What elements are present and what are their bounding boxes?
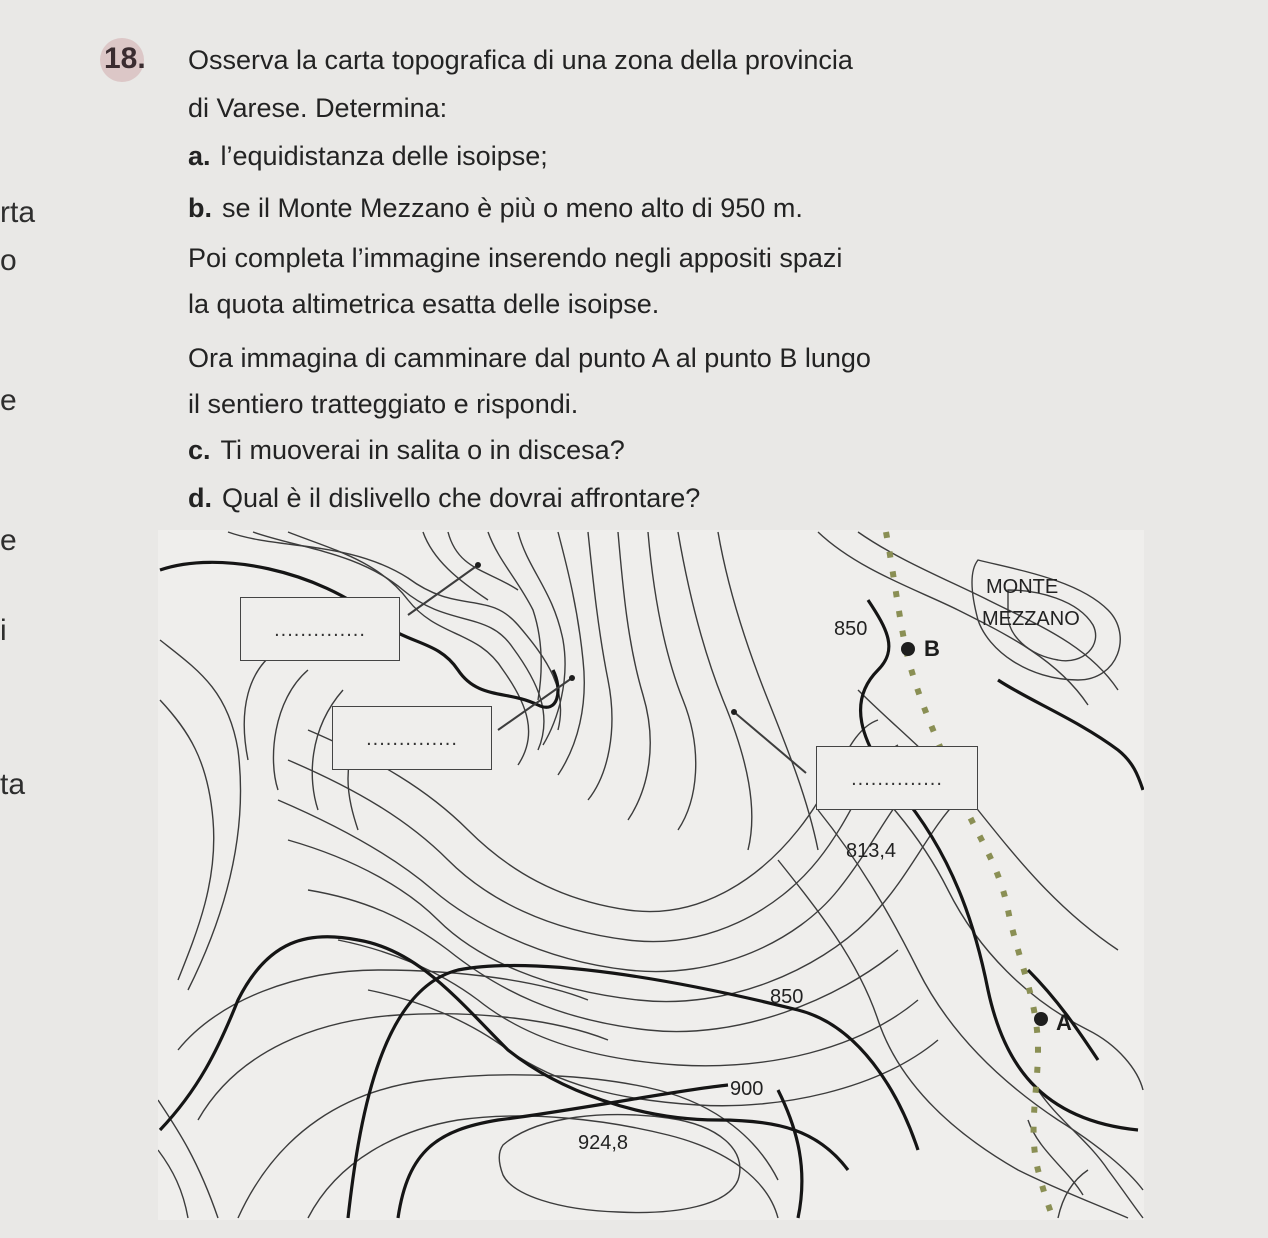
item-c-text: Ti muoverai in salita o in discesa?: [220, 435, 625, 465]
margin-fragment-4: e: [0, 524, 17, 557]
margin-fragment-1: rta: [0, 196, 36, 229]
point-a-marker: [1034, 1012, 1048, 1026]
complete-line-2: la quota altimetrica esatta delle isoipse.: [188, 289, 660, 319]
intro-line-2: di Varese. Determina:: [188, 93, 448, 123]
margin-fragment-3: e: [0, 384, 17, 417]
margin-fragment-2: o: [0, 244, 17, 277]
margin-fragment-5: i: [0, 614, 7, 647]
item-a: [188, 140, 548, 172]
elevation-900: 900: [730, 1078, 764, 1100]
item-c-label: c.: [188, 435, 211, 465]
item-c: [188, 434, 625, 466]
item-d: [188, 482, 700, 514]
answer-blank-1: ..............: [274, 619, 366, 642]
margin-fragment-6: ta: [0, 768, 26, 801]
elevation-813-4: 813,4: [846, 840, 897, 862]
peak-name-line-2: MEZZANO: [982, 608, 1080, 630]
answer-box-2[interactable]: [332, 706, 492, 770]
elevation-850-top: 850: [834, 618, 868, 640]
elevation-850-bottom: 850: [770, 986, 804, 1008]
exercise-number: 18.: [104, 42, 146, 75]
intro-line-1: Osserva la carta topografica di una zona della provincia: [188, 45, 853, 75]
item-b-text: se il Monte Mezzano è più o meno alto di 950 m.: [222, 193, 803, 223]
answer-box-1[interactable]: [240, 597, 400, 661]
answer-blank-3: ..............: [851, 768, 943, 791]
walk-line-2: il sentiero tratteggiato e rispondi.: [188, 389, 579, 419]
answer-blank-2: ..............: [366, 728, 458, 751]
point-a-label: A: [1056, 1010, 1072, 1035]
peak-name-line-1: MONTE: [986, 576, 1059, 598]
point-b-marker: [901, 642, 915, 656]
complete-line-1: Poi completa l’immagine inserendo negli appositi spazi: [188, 243, 843, 273]
point-b-label: B: [924, 636, 940, 661]
item-d-label: d.: [188, 483, 212, 513]
answer-box-3[interactable]: [816, 746, 978, 810]
elevation-924-8: 924,8: [578, 1132, 629, 1154]
topographic-map: [158, 530, 1144, 1220]
walk-line-1: Ora immagina di camminare dal punto A al punto B lungo: [188, 343, 871, 373]
item-a-label: a.: [188, 141, 211, 171]
item-b-label: b.: [188, 193, 212, 223]
item-a-text: l’equidistanza delle isoipse;: [220, 141, 548, 171]
item-b: [188, 192, 803, 224]
item-d-text: Qual è il dislivello che dovrai affrontare?: [222, 483, 701, 513]
